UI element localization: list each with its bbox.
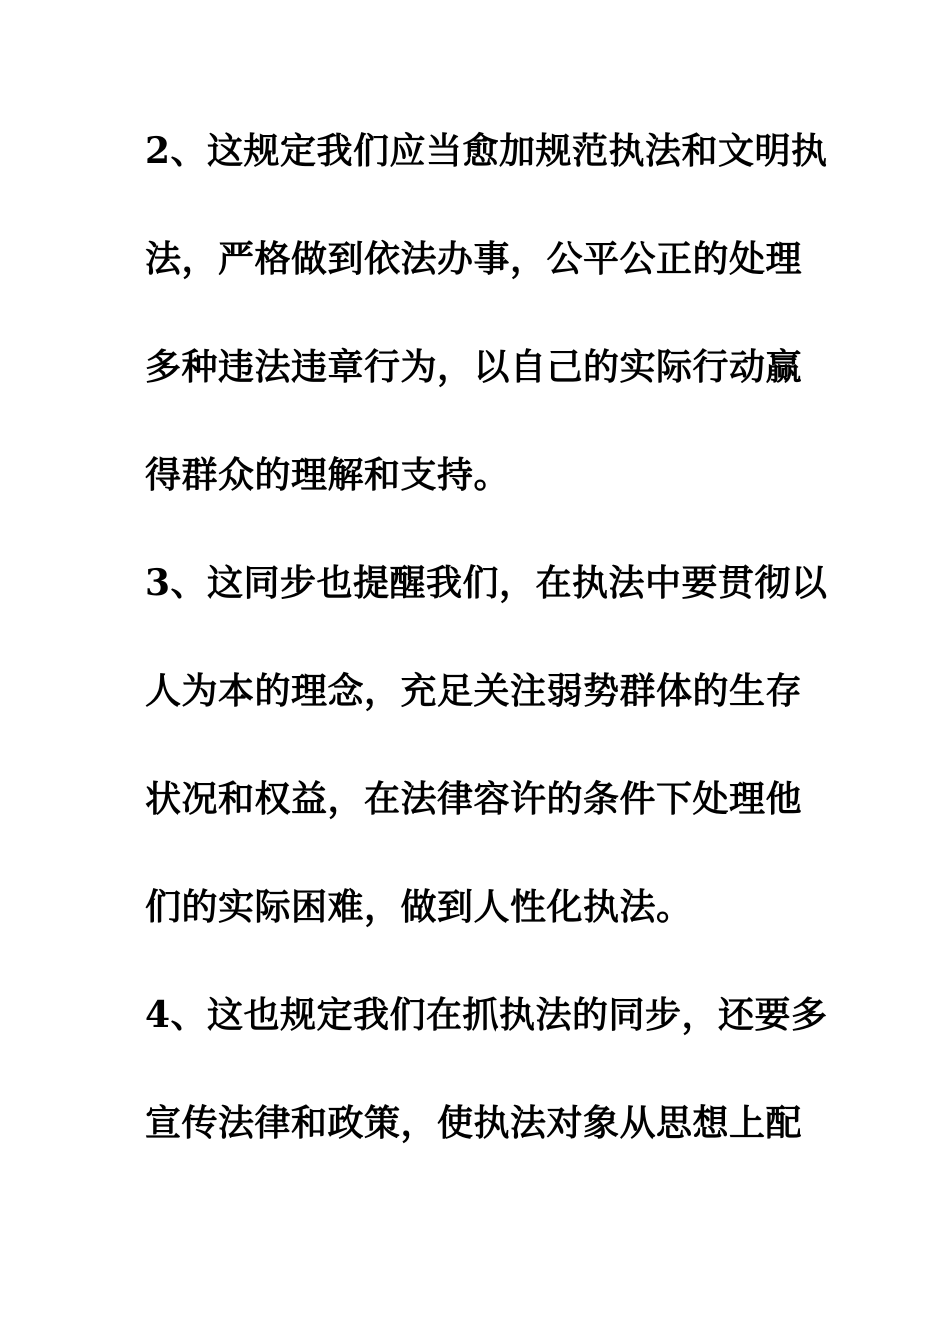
paragraph-4-line-2: 宣传法律和政策，使执法对象从思想上配 — [145, 1102, 803, 1144]
paragraph-2-line-1: 2、这规定我们应当愈加规范执法和文明执 — [145, 130, 828, 172]
paragraph-2-line-3: 多种违法违章行为，以自己的实际行动赢 — [145, 346, 803, 388]
paragraph-3-line-1: 3、这同步也提醒我们，在执法中要贯彻以 — [145, 562, 828, 604]
paragraph-2-line-4: 得群众的理解和支持。 — [145, 454, 511, 496]
paragraph-3-line-2: 人为本的理念，充足关注弱势群体的生存 — [145, 670, 803, 712]
paragraph-2-line-2: 法，严格做到依法办事，公平公正的处理 — [145, 238, 803, 280]
paragraph-4-line-1: 4、这也规定我们在抓执法的同步，还要多 — [145, 994, 828, 1036]
paragraph-3-line-4: 们的实际困难，做到人性化执法。 — [145, 886, 693, 928]
paragraph-3-line-3: 状况和权益，在法律容许的条件下处理他 — [145, 778, 803, 820]
